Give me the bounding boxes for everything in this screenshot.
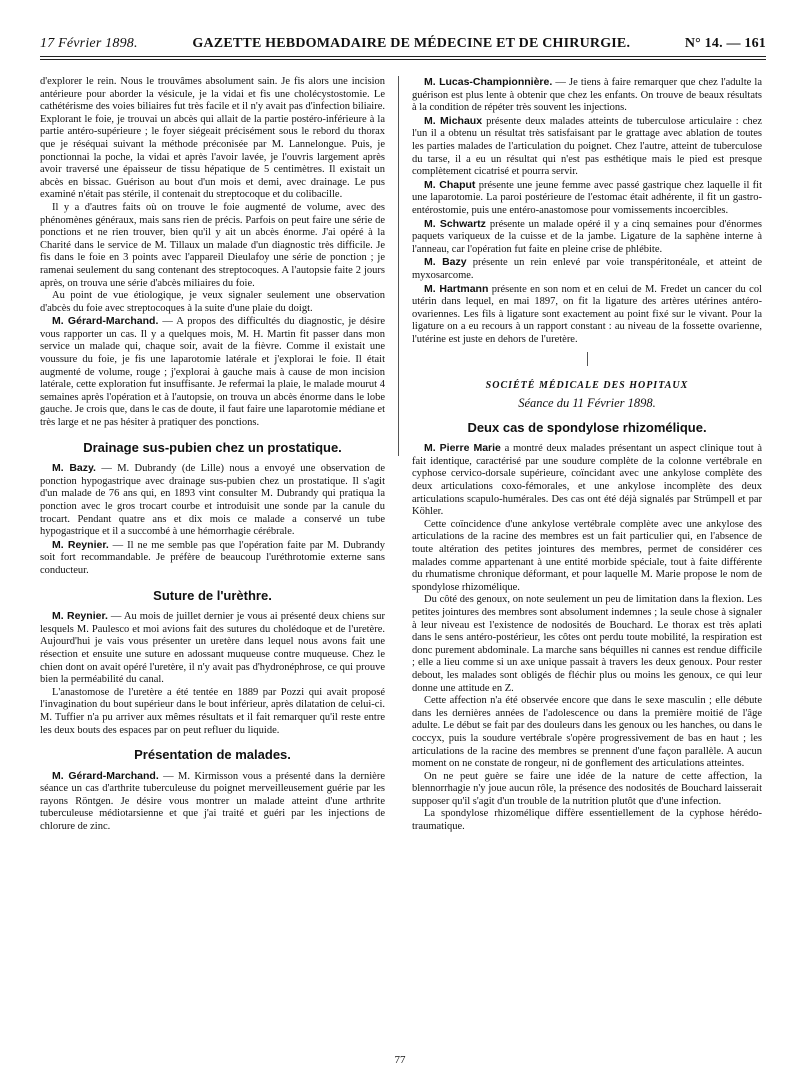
speaker-name: M. Reynier. <box>52 610 108 623</box>
paragraph <box>412 256 762 282</box>
speaker-name: M. Gérard-Marchand. <box>52 315 159 328</box>
section-heading: Suture de l'urèthre. <box>153 587 272 603</box>
header-rule <box>40 56 766 57</box>
paragraph <box>412 442 762 519</box>
paragraph-text: — M. Dubrandy (de Lille) nous a envoyé une observation de ponction hypogastrique avec drainage sus-pubien chez un prostatique. Il s'agit d'un malade de 76 ans qui, en 1893 vint consulter M. Dubrandy qui pratiqua la ponction avec le gros trocart courbe et introduisit une sonde par la canule du trocart. Pendant quatre ans et dix mois ce malade a conservé un tube hypogastrique et il a succombé à une hémorrhagie cérébrale. <box>40 463 385 538</box>
paragraph: Cette affection n'a été observée encore que dans le sexe masculin ; elle débute dans les dernières années de l'adolescence ou dans la première moitié de l'âge adulte. Le début se fait par des douleurs dans les genoux ou les hanches, ou dans le coccyx, puis la soudure vertébrale s'opère progressivement de bas en haut ; les articulations de la racine des membres se prennent d'une façon parallèle. A aucun moment on ne constate de rongeur, ni de gonflement des articulations atteintes. <box>412 695 762 770</box>
paragraph <box>40 462 385 539</box>
speaker-name: M. Schwartz <box>424 217 486 230</box>
speaker-name: M. Lucas-Championnière. <box>424 76 553 88</box>
speaker-name: M. Hartmann <box>424 282 489 295</box>
section-heading: Présentation de malades. <box>134 747 291 763</box>
paragraph <box>40 539 385 578</box>
paragraph-text: présente un rein enlevé par voie transpéritonéale, et atteint de myxosarcome. <box>412 257 762 281</box>
paragraph <box>412 115 762 179</box>
paragraph-text: — A propos des difficultés du diagnostic, je désire vous rapporter un cas. Il y a quelques mois, M. H. Martin fit passer dans mon service un malade qui, chaque soir, avait de la fièvre. Comme il existait une voussure du foie, je fis une laparotomie latérale et j'explorai le foie. Il était augmenté de volume, rouge ; j'explorai à gauche mais à cause de mon incision latérale, cette exploration fut insuffisante. Je refermai la plaie, le malade mourut 4 semaines après l'opération et à l'autopsie, on trouva un abcès énorme dans le lobe gauche. Je crois que, dans le cas de doute, il faut faire une laparotomie médiane et très large et ne pas hésiter à pratiquer des ponctions. <box>40 316 385 429</box>
section-heading: Drainage sus-pubien chez un prostatique. <box>83 439 342 455</box>
paragraph-text: a montré deux malades présentant un aspect clinique tout à fait identique, caractérisé par une soudure complète de la colonne vertébrale en cyphose cervico-dorsale supérieure, coïncidant avec une ankylose complète des deux articulations coxo-fémorales, et une ankylose incomplète des deux articulations scapulo-humérales. Des cas ont été déjà signalés par Strümpell et par Köhler. <box>412 443 762 518</box>
paragraph: On ne peut guère se faire une idée de la nature de cette affection, la blennorrhagie n'y joue aucun rôle, la présence des nodosités de Bouchard laisserait supposer qu'il s'agit d'un trouble de la nutrition plutôt que d'une infection. <box>412 770 762 807</box>
two-column-body <box>40 76 766 1036</box>
paragraph: Au point de vue étiologique, je veux signaler seulement une observation d'abcès du foie avec streptocoques à la suite d'une plaie du doigt. <box>40 290 385 314</box>
paragraph-text: présente en son nom et en celui de M. Fredet un cancer du col utérin dans lequel, en mai 1897, on fit la ligature des artères utérines antéro-ovariennes. Les fils à ligature sont exactement au point fixé sur le vivant. Pour la ligature on a eu recours à un rapport constant : au niveau de la fossette ovarienne, l'utérine est juste en dehors de l'uretère. <box>412 283 762 345</box>
column-divider <box>398 76 399 456</box>
header-rule-second <box>40 59 766 60</box>
journal-title: GAZETTE HEBDOMADAIRE DE MÉDECINE ET DE CHIRURGIE. <box>192 36 631 51</box>
paragraph-text: présente une jeune femme avec passé gastrique chez laquelle il fit une laparotomie. La paroi postérieure de l'estomac était adhérente, il fit un gastro-entérostomie, puis une entéro-anastomose pour vomissements incoercibles. <box>412 179 762 216</box>
paragraph: Cette coïncidence d'une ankylose vertébrale complète avec une ankylose des articulations de la racine des membres est un fait particulier qui, en l'absence de toute altération des petites jointures des membres, permet de considérer ces malades comme appartenant à une entité morbide spéciale, tout à faite différente du rhumatisme chronique déformant, et pour laquelle M. Marie propose le nom de spondylose rhizomélique. <box>412 518 762 593</box>
paragraph <box>412 218 762 257</box>
speaker-name: M. Bazy. <box>52 462 96 475</box>
speaker-name: M. Pierre Marie <box>424 442 501 455</box>
paragraph: Du côté des genoux, on note seulement un peu de limitation dans la flexion. Les petites jointures des membres sont absolument indemnes ; la seule chose à signaler à leur niveau est l'existence de nodosités de Bouchard. Le thorax est très aplati dans le sens antéro-postérieur, les côtes ont perdu toute mobilité, la respiration est donc purement abdominale. La marche sans béquilles ni cannes est rendue difficile ; elle a lieu comme si un axe unique passait à travers les deux genoux. Pour rester debout, les malades sont obligés de fléchir plus ou moins les genoux, ce qui leur donne une attitude en Z. <box>412 594 762 694</box>
journal-page <box>40 36 766 1066</box>
paragraph <box>412 179 762 218</box>
speaker-name: M. Bazy <box>424 256 467 269</box>
section-separator <box>587 352 588 366</box>
section-heading: Deux cas de spondylose rhizomélique. <box>467 419 707 435</box>
paragraph-text: — Je tiens à faire remarquer que chez l'adulte la guérison est plus lente à obtenir que chez les enfants. On trouve de beaux résultats à la condition de répéter très souvent les injections. <box>412 77 762 114</box>
paragraph: Il y a d'autres faits où on trouve le foie augmenté de volume, avec des phénomènes généraux, mais sans rien de précis. Parfois on peut faire une série de ponctions et ne rien trouver, bien qu'il y ait un abcès énorme. J'ai opéré à la Charité dans le service de M. Tillaux un malade d'un diagnostic très difficile. Je fis dans le foie en 3 points avec l'appareil Dieulafoy une série de ponction ; je ramenai seulement du sang contenant des streptocoques. A l'autopsie faite 2 jours après, on trouva une série d'abcès miliaires du foie. <box>40 201 385 289</box>
speaker-name: M. Reynier. <box>52 538 109 551</box>
society-heading: SOCIÉTÉ MÉDICALE DES HOPITAUX <box>485 380 689 392</box>
speaker-name: M. Chaput <box>424 178 476 191</box>
paragraph-text: — M. Kirmisson vous a présenté dans la dernière séance un cas d'arthrite tuberculeuse du poignet merveilleusement guérie par les rayons Röntgen. Je désire vous montrer un malade atteint d'une arthrite tuberculeuse médiotarsienne et que j'ai traité et guéri par les injections de chlorure de zinc. <box>40 770 385 833</box>
speaker-name: M. Gérard-Marchand. <box>52 769 159 782</box>
header-date: 17 Février 1898. <box>40 36 138 51</box>
paragraph <box>40 770 385 834</box>
paragraph <box>412 76 762 115</box>
paragraph: d'explorer le rein. Nous le trouvâmes absolument sain. Je fis alors une incision antérieure pour aborder la vésicule, je la vidai et fis une cholécystostomie. Le cathétérisme des voies biliaires fut très facile et il n'y avait pas d'infection biliaire. Explorant le foie, je trouvai un abcès qui allait de la partie postéro-inférieure à la partie antéro-supérieure ; le foyer siégeait précisément sous le rebord du thorax que je réséquai suivant la méthode préconisée par M. Lannelongue. Puis, je ponctionnai la poche, la vidai et après l'avoir lavée, je l'ouvris largement après avoir traversé une épaisseur de tissu hépatique de 5 centimètres. Il existait un abcès en bissac. Guérison au bout d'un mois et demi, avec drainage. Le pus examiné n'était pas stérile, il contenait du streptocoque et du colibacille. <box>40 76 385 201</box>
right-column <box>412 76 762 1036</box>
paragraph-text: — Au mois de juillet dernier je vous ai présenté deux chiens sur lesquels M. Paulesco et moi avions fait des sutures du cholédoque et de l'uretère. Aujourd'hui je vais vous présenter un uretère dans lequel nous avons fait une résection et ensuite une suture en adossant muqueuse contre muqueuse. Chez le chien dont on avait opéré l'uretère, il n'y avait pas d'hydronéphrose, ce qui prouve bien la perméabilité du canal. <box>40 611 385 686</box>
session-date: Séance du 11 Février 1898. <box>518 396 656 411</box>
page-folio: 77 <box>394 1054 406 1066</box>
paragraph-text: présente deux malades atteints de tuberculose articulaire : chez l'un il a obtenu un résultat très satisfaisant par le grattage avec ablation de toutes les parties malades de l'articulation du poignet. Chez l'autre, atteint de tuberculose du tarse, il a eu un résultat qui n'est pas esthétique mais le pied est presque complètement cicatrisé et pourra servir. <box>412 115 762 178</box>
speaker-name: M. Michaux <box>424 114 483 127</box>
running-header <box>40 36 766 52</box>
left-column <box>40 76 385 1036</box>
issue-number: N° 14. — 161 <box>684 36 766 51</box>
paragraph <box>40 610 385 687</box>
paragraph <box>412 283 762 347</box>
paragraph <box>40 315 385 429</box>
paragraph: L'anastomose de l'uretère a été tentée en 1889 par Pozzi qui avait proposé l'invagination du bout supérieur dans le bout inférieur, après dilatation de celui-ci. M. Tuffier n'a pu arriver aux mêmes résultats et il fait remarquer qu'il reste entre les deux bouts des espaces par on peut refluer du liquide. <box>40 686 385 736</box>
paragraph: La spondylose rhizomélique diffère essentiellement de la cyphose hérédo-traumatique. <box>412 808 762 833</box>
paragraph-text: présente un malade opéré il y a cinq semaines pour d'énormes paquets variqueux de la cuisse et de la jambe. Ligature de la saphène interne à l'anneau, car l'opération fut faite en pleine crise de phlébite. <box>412 218 762 255</box>
paragraph-text: — Il ne me semble pas que l'opération faite par M. Dubrandy soit fort recommandable. Je préfère de beaucoup l'uréthrotomie externe sans conducteur. <box>40 539 385 576</box>
